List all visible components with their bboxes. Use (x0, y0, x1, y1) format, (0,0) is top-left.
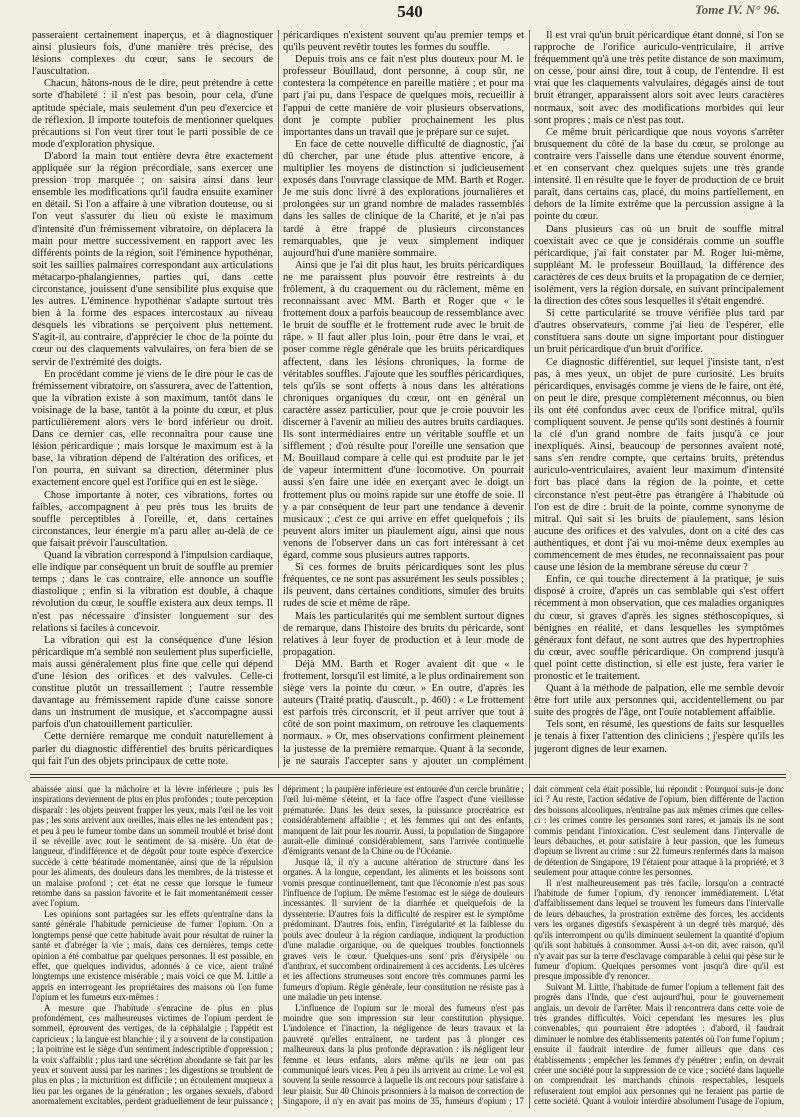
paragraph: Quand la vibration correspond à l'impulsion cardiaque, elle indique par conséquent un bruit de souffle au premier temps ; dans le cas contraire, elle annonce un souffle diastolique ; enfin si la vibration est double, à chaque révolution du cœur, le souffle existera aux deux temps. Il n'est pas nécessaire d'insister longuement sur des relations si faciles à concevoir. (32, 550, 273, 634)
paragraph: Déjà MM. Barth et Roger avaient dit que « le frottement, lorsqu'il est limité, a le plus ordinairement son siège vers la pointe du cœur. » En outre, d'après les auteurs (Traité pratiq. d'auscult., p. 460) : « Le frottement est parfois très circonscrit, et il peut arriver que tout à côté de son point maximum, on retrouve les claquements normaux. » Or, mes observations confirment pleinement la justesse de la première remarque. Quant à la seconde, je ne saurais l'accepter sans y ajouter un complément (283, 658, 524, 767)
section-divider (30, 774, 786, 775)
paragraph: Les opinions sont partagées sur les effets qu'entraîne dans la santé générale l'habitude pernicieuse de fumer l'opium. On a longtemps pensé que cette habitude avait pour résultat de ruiner la santé et d'abréger la vie ; mais, dans ces dernières, temps cette opinion a été combattue par quelques personnes. Il est possible, en effet, que quelques individus, adonnés à ce vice, aient traîné longtemps une existence misérable ; mais voici ce que M. Little a appris en interrogeant les propriétaires des maisons où l'on fume l'opium et les fumeurs eux-mêmes : (32, 908, 273, 1003)
column-divider (529, 784, 530, 1108)
paragraph: D'abord la main tout entière devra être exactement appliquée sur la région précordiale, sans exercer une pression trop marquée ; on saisira ainsi dans leur ensemble les modifications qu'il faudra ensuite examiner en détail. Si l'on a affaire à une vibration douteuse, ou si l'on veut s'assurer du lieu où existe le maximum d'intensité d'un frémissement vibratoire, on déplacera la main pour mettre successivement en rapport avec les différents points de la région, soit l'éminence hypothénar, soit les saillies palmaires correspondant aux articulations métacarpo-phalangiennes, parties qui, dans cette circonstance, jouissent d'une sensibilité plus exquise que les autres. L'éminence hypothénar s'adapte surtout très bien à la forme des espaces intercostaux au niveau desquels les vibrations se perçoivent plus nettement. S'agit-il, au contraire, d'apprécier le choc de la pointe du cœur ou des claquements valvulaires, on fera bien de se servir de l'extrémité des doigts. (32, 150, 273, 368)
paragraph: Il est vrai qu'un bruit péricardique étant donné, si l'on se rapproche de l'orifice auriculo-ventriculaire, il arrive fréquemment qu'à une très petite distance de son maximum, on cesse, pour ainsi dire, tout à coup, de l'entendre. Il est vrai que les claquements valvulaires, dégagés ainsi de tout bruit étranger, apparaissent alors soit avec leurs caractères normaux, soit avec des modifications morbides qui leur sont propres ; mais ce n'est pas tout. (534, 30, 784, 126)
paragraph: Mais les particularités qui me semblent surtout dignes de remarque, dans l'histoire des bruits du péricarde, sont relatives à leur foyer de production et à leur mode de propagation. (283, 610, 524, 658)
feuilleton-column-3 (534, 784, 784, 1108)
paragraph: Ainsi que je l'ai dit plus haut, les bruits péricardiques ne me paraissent plus pouvoir être restreints à du frôlement, à du craquement ou du râclement, même en reconnaissant avec MM. Barth et Roger que « le frottement doux a parfois beaucoup de ressemblance avec le bruit de souffle et le frottement rude avec le bruit de râpe. » Il faut aller plus loin, pour être dans le vrai, et poser comme règle générale que les bruits péricardiques affectent, dans les lésions chroniques, la forme de véritables souffles. J'ajoute que les souffles péricardiques, tels qu'ils se sont offerts à nous dans les altérations chroniques organiques du cœur, ont en général un caractère assez particulier, pour que je croie pouvoir les discerner à l'avenir au milieu des autres bruits cardiaques. Ils sont intermédiaires entre un véritable souffle et un sifflement ; d'où résulte pour l'oreille une sensation que M. Bouillaud compare à celle qui est produite par le jet de vapeur intermittent d'une locomotive. On pourrait aussi s'en faire une idée en exerçant avec le doigt un frottement plus ou moins rapide sur une étoffe de soie. Il y a par conséquent de leur part une tendance à devenir musicaux ; c'est ce qui arrive en effet quelquefois ; ils peuvent alors imiter un piaulement aigu, ainsi que nous venons de l'observer dans un cas fort intéressant à cet égard, comme sous plusieurs autres rapports. (283, 259, 524, 562)
paragraph: Ce diagnostic différentiel, sur lequel j'insiste tant, n'est pas, à mes yeux, un objet de pure curiosité. Les bruits péricardiques, envisagés comme je viens de le faire, ont été, on peut le dire, presque complètement méconnus, ou bien ils ont été confondus avec ceux de l'orifice mitral, qu'ils compliquent souvent. Je pense qu'ils sont destinés à fournir la clé d'un grand nombre de faits jusqu'à ce jour inexpliqués. Ainsi, beaucoup de personnes avaient noté, sans s'en rendre compte, que certains bruits, prétendus auriculo-ventriculaires, avaient leur maximum d'intensité fort bas placé dans la région de la pointe, et cette circonstance n'est peut-être pas étrangère à l'habitude où l'on est de dire : bruit de la pointe, comme synonyme de mitral. Qui sait si les bruits de piaulement, sans lésion aucune des orifices et des valvules, dont on a cité des cas authentiques, et dont j'ai vu moi-même deux exemples au commencement de mes études, ne reconnaissaient pas pour cause une lésion de la membrane séreuse du cœur ? (534, 356, 784, 574)
paragraph: dépriment ; la paupière inférieure est entourée d'un cercle brunâtre ; l'œil lui-même s'éteint, et la face offre l'aspect d'une vieillesse prématurée. Dans les deux sexes, la puissance procréatrice est considérablement affaiblie ; et les femmes qui ont des enfants, manquent de lait pour les nourrir. Aussi, la population de Singapore aurait-elle diminué considérablement, sans l'arrivée continuelle d'émigrants venant de la Chine ou de l'Océanie. (283, 784, 524, 857)
paragraph: passeraient certainement inaperçus, et à diagnostiquer ainsi plusieurs fois, d'une manière très précise, des lésions complexes du cœur, sans le secours de l'auscultation. (32, 30, 273, 78)
page-header (40, 2, 780, 22)
tome-label: Tome IV. N° 96. (694, 2, 780, 17)
paragraph: La vibration qui est la conséquence d'une lésion péricardique m'a semblé non seulement plus superficielle, mais aussi généralement plus fine que celle qui dépend d'une lésion des orifices et des valvules. Celle-ci constitue plutôt un tressaillement ; l'autre ressemble davantage au frémissement rapide d'une caisse sonore dans un instrument de musique, et s'accompagne aussi parfois d'un chatouillement particulier. (32, 634, 273, 731)
paragraph: En face de cette nouvelle difficulté de diagnostic, j'ai dû chercher, par une étude plus attentive encore, à multiplier les moyens de distinction si judicieusement exposés dans l'ouvrage classique de MM. Barth et Roger. Je me suis donc livré à des explorations journalières et prolongées sur un grand nombre de malades rassemblés dans les salles de clinique de la Charité, et je n'ai pas tardé à être frappé de plusieurs circonstances remarquables, que je veux simplement indiquer aujourd'hui d'une manière sommaire. (283, 138, 524, 259)
paragraph: Ce même bruit péricardique que nous voyons s'arrêter brusquement du côté de la base du cœur, se prolonge au contraire vers l'aisselle dans une étendue souvent énorme, et en conservant chez quelques sujets une très grande intensité. Il en résulte que le foyer de production de ce bruit paraît, dans certains cas, placé, du moins partiellement, en dehors de la limite extrême que la percussion assigne à la pointe du cœur. (534, 126, 784, 223)
paragraph: Chose importante à noter, ces vibrations, fortes ou faibles, accompagnent à peu près tous les bruits de souffle perceptibles à l'oreille, et, dans certaines circonstances, leur énergie m'a paru aller au-delà de ce que faisait prévoir l'auscultation. (32, 489, 273, 549)
column-divider (278, 784, 279, 1108)
paragraph: Si ces formes de bruits péricardiques sont les plus fréquentes, ce ne sont pas assurément les seuls possibles ; ils peuvent, dans certaines conditions, simuler des bruits rudes de scie et même de râpe. (283, 562, 524, 610)
paragraph: A mesure que l'habitude s'enracine de plus en plus profondément, ces malheureuses victimes de l'opium perdent le sommeil, éprouvent des vertiges, de la céphalalgie ; l'appétit est capricieux ; la langue est blanchie ; il y a souvent de la constipation ; la poitrine est le siège d'un sentiment indescriptible d'oppression ; la voix s'affaiblit ; plus tard une sécrétion abondante se fait par les yeux et souvent aussi par les narines ; les digestions se troublent de plus en plus ; la micturition est difficile ; un écoulement muqueux a lieu par les organes de la génération ; les organes sexuels, d'abord anormalement excitables, perdent graduellement de leur puissance ; (32, 1002, 273, 1107)
paragraph: dait comment cela était possible, lui répondit : Pourquoi suis-je donc ici ? Au reste, l'action sédative de l'opium, bien différente de l'action des boissons alcooliques, n'entraîne pas aux mêmes crimes que celles-ci : les crimes contre les personnes sont rares, et jamais ils ne sont commis pendant l'intoxication. C'est seulement dans l'intervalle de leurs débauches, et pour satisfaire à leur passion, que les fumeurs d'opium se livrent au crime : sur 22 fumeurs renfermés dans la maison de détention de Singapore, 19 l'étaient pour attaque à la propriété, et 3 seulement pour attaque contre les personnes. (534, 784, 784, 878)
paragraph: Depuis trois ans ce fait n'est plus douteux pour M. le professeur Bouillaud, dont personne, à coup sûr, ne contestera la compétence en pareille matière ; et pour ma part j'ai pu, dans l'espace de quelques mois, recueillir à l'appui de cette manière de voir plusieurs observations, dont je compte publier prochainement les plus importantes dans un travail que je prépare sur ce sujet. (283, 54, 524, 138)
paragraph: Dans plusieurs cas où un bruit de souffle mitral coexistait avec ce que je considérais comme un souffle péricardique, j'ai fait constater par M. Roger lui-même, suppléant M. le professeur Bouillaud, la différence des caractères de ces deux bruits et la propagation de ce dernier, isolément, vers la région dorsale, en suivant principalement la direction des côtes sous lesquelles il s'était engendré. (534, 223, 784, 308)
section-divider (30, 777, 786, 778)
article-column-2 (283, 30, 524, 768)
article-column-3 (534, 30, 784, 768)
paragraph: Si cette particularité se trouve vérifiée plus tard par d'autres observateurs, comme j'ai lieu de l'espérer, elle constituera sans doute un signe important pour distinguer un bruit péricardique d'un bruit d'orifice. (534, 308, 784, 356)
paragraph: Enfin, ce qui touche directement à la pratique, je suis disposé à croire, d'après un cas semblable qui s'est offert récemment à mon observation, que ces maladies organiques du cœur, si graves d'après les signes stéthoscopiques, si bénignes en réalité, et dans lesquelles les symptômes généraux font défaut, ne sont autres que des hypertrophies du cœur, avec souffle péricardique. On comprend jusqu'à quel point cette distinction, si elle est juste, fera varier le pronostic et le traitement. (534, 574, 784, 682)
paragraph: Jusque là, il n'y a aucune altération de structure dans les organes. A la longue, cependant, les aliments et les boissons sont vomis presque continuellement, tant que l'économie n'est pas sous l'influence de l'opium. De même l'estomac est le siège de douleurs incessantes. Il survient de la diarrhée et quelquefois de la dyssenterie. D'autres fois la difficulté de respirer est le symptôme prédominant. D'autres fois, enfin, l'irrégularité et la faiblesse du pouls avec douleur à la région cardiaque, indiquent la production d'une maladie organique, ou de quelques troubles fonctionnels graves vers le cœur. Quelques-uns sont pris d'érysipèle ou d'anthrax, et succombent ordinairement à ces accidents. Les ulcères et les affections strumeuses sont encore très communes parmi les fumeurs d'opium. Règle générale, leur constitution ne résiste pas à une maladie un peu intense. (283, 856, 524, 1003)
paragraph: En procédant comme je viens de le dire pour le cas de frémissement vibratoire, on s'assurera, avec de l'attention, que la vibration existe à son maximum, tantôt dans le voisinage de la base, tantôt à la pointe du cœur, et plus particulièrement alors vers le bord inférieur ou droit. Dans ce dernier cas, elle reconnaîtra pour cause une lésion péricardique ; mais lorsque le maximum est à la base, la vibration dépend de l'altération des orifices, et l'on pourra, en suivant sa direction, déterminer plus exactement encore quel est l'orifice qui en est le siège. (32, 368, 273, 489)
column-divider (278, 30, 279, 768)
paragraph: Cette dernière remarque me conduit naturellement à parler du diagnostic différentiel des bruits péricardiques qui fait l'un des objets principaux de cette note. (32, 731, 273, 767)
page-number: 540 (397, 2, 423, 21)
paragraph: Tels sont, en résumé, les questions de faits sur lesquelles je tenais à fixer l'attention des cliniciens ; j'espère qu'ils les jugeront dignes de leur examen. (534, 719, 784, 755)
feuilleton-column-2 (283, 784, 524, 1108)
paragraph: péricardiques n'existent souvent qu'au premier temps et qu'ils peuvent revêtir toutes les formes du souffle. (283, 30, 524, 54)
paragraph: Chacun, hâtons-nous de le dire, peut prétendre à cette sorte d'habileté : il n'est pas besoin, pour cela, d'une aptitude spéciale, mais seulement d'un peu d'exercice et de réflexion. Il importe toutefois de mentionner quelques précautions si l'on veut tirer tout le parti possible de ce mode d'exploration physique. (32, 78, 273, 150)
article-column-1 (32, 30, 273, 768)
paragraph: L'influence de l'opium sur le moral des fumeurs n'est pas moindre que son impression sur leur constitution physique. L'indolence et l'inaction, la négligence de leurs travaux et la pauvreté qu'elles entraînent, ne tardent pas à plonger ces malheureux dans la plus profonde dépravation : ils négligent leur femme et leurs enfants, alors même qu'ils ne leur ont pas communiqué leurs vices. Peu à peu ils arrivent au crime. Le vol est souvent la seule ressource à laquelle ils ont recours pour satisfaire à leur plaisir. Sur 40 Chinois prisonniers à la maison de correction de Singapore, il n'y en avait pas moins de 35, fumeurs d'opium ; 17 (283, 1002, 524, 1107)
feuilleton-column-1 (32, 784, 273, 1108)
paragraph: Suivant M. Little, l'habitude de fumer l'opium a tellement fait des progrès dans l'Inde, que c'est aujourd'hui, pour le gouvernement anglais, un devoir de l'arrêter. Mais il rencontrera dans cette voie de très grandes difficultés. Voici cependant les mesures les plus convenables, qui pourraient être adoptées : d'abord, il faudrait diminuer le nombre des établissements patentés où l'on fume l'opium ; ensuite il faudrait interdire de fumer ailleurs que dans ces établissements ; empêcher les femmes d'y pénétrer ; enfin, on devrait créer une société pour la suppression de ce vice ; société dans laquelle on comprendrait les marchands chinois respectables, lesquels refuseraient tout emploi aux personnes qui ne feraient pas partie de cette société. Quant à vouloir interdire absolument l'usage de l'opium, (534, 981, 784, 1107)
column-divider (529, 30, 530, 768)
paragraph: Quant à la méthode de palpation, elle me semble devoir être fort utile aux personnes qui, accidentellement ou par suite des progrès de l'âge, ont l'ouïe notablement affaiblie. (534, 683, 784, 719)
paragraph: abaissée ainsi que la mâchoire et la lèvre inférieure ; puis les inspirations deviennent de plus en plus profondes ; toute perception disparaît : les objets peuvent frapper les yeux, mais l'œil ne les voit pas ; les sons arrivent aux oreilles, mais elles ne les entendent pas ; et peu à peu le fumeur tombe dans un sommeil troublé et brisé dont il se réveille avec tout le sentiment de sa misère. Un état de langueur, d'indifférence et de dégoût pour toute espèce d'exercice succède à cette béatitude momentanée, ainsi que de la répulsion pour les aliments, des douleurs dans les membres, de la tristesse et un malaise profond ; cet état ne cesse que lorsque le fumeur retombe dans sa passion favorite et le fait momentanément cesser avec l'opium. (32, 784, 273, 909)
paragraph: Il n'est malheureusement pas très facile, lorsqu'on a contracté l'habitude de fumer l'opium, d'y renoncer immédiatement. L'état d'affaiblissement dans lequel se trouvent les fumeurs dans l'intervalle de leurs débauches, la prostration extrême des forces, les accidents vers les organes digestifs s'exaspèrent à un degré très marqué, dès qu'ils interrompent ou qu'ils diminuent seulement la quantité d'opium qu'ils sont habitués à consommer. Aussi a-t-on dit, avec raison, qu'il n'y avait pas sur la terre d'esclavage comparable à celui qui pèse sur le fumeur d'opium. Quelques personnes vont jusqu'à dire qu'il est presque impossible d'y renoncer. (534, 877, 784, 982)
